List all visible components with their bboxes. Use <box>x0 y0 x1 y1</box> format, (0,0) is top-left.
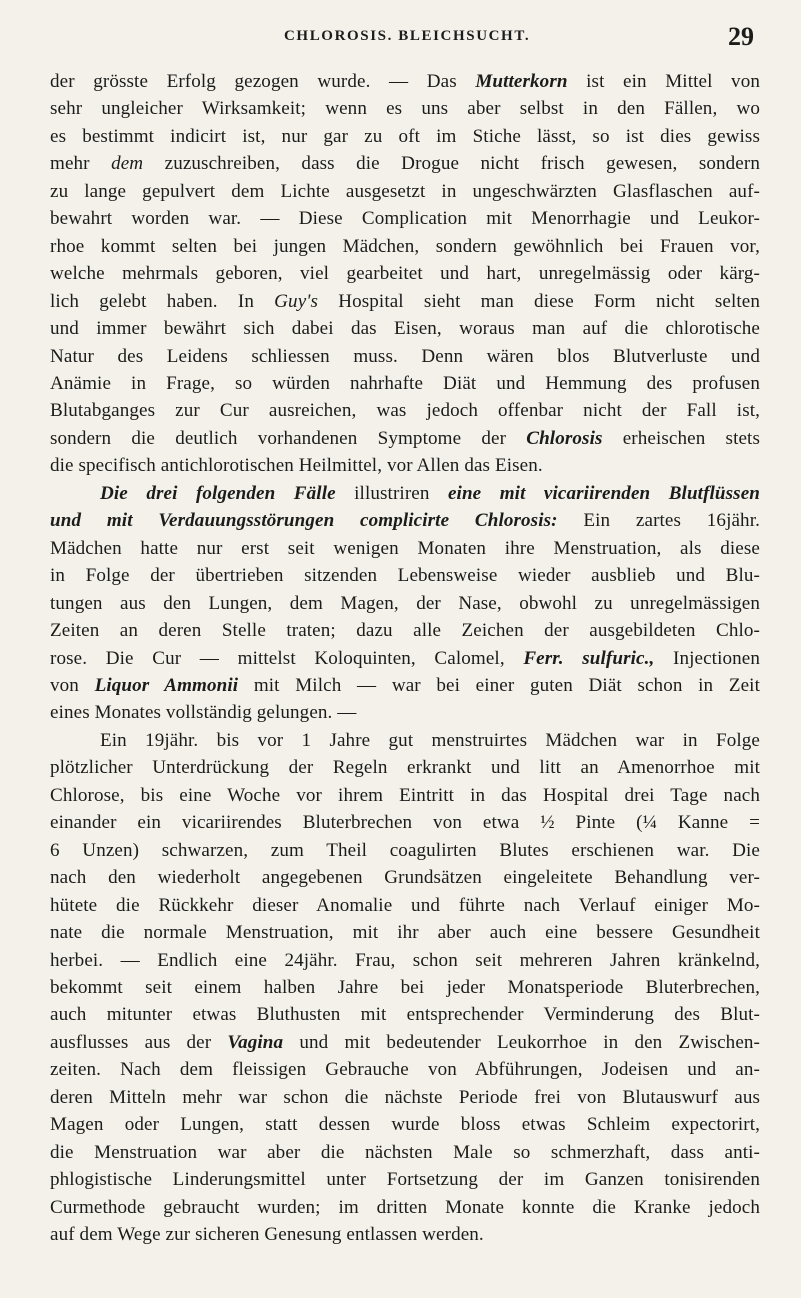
text-run: Ein 19jähr. bis vor 1 Jahre gut menstruirtes Mädchen war in Folge <box>100 729 760 751</box>
text-run: auf dem Wege zur sicheren Genesung entlassen werden. <box>50 1224 484 1246</box>
text-run: lich gelebt haben. In <box>50 290 275 312</box>
text-run: nate die normale Menstruation, mit ihr aber auch eine bessere Gesundheit <box>50 922 760 944</box>
emphasized-text: und mit Verdauungsstörungen complicirte Chlorosis: <box>50 510 558 532</box>
text-line <box>50 370 760 397</box>
text-line <box>50 343 760 370</box>
text-run: die specifisch antichlorotischen Heilmittel, vor Allen das Eisen. <box>50 455 543 477</box>
text-line <box>50 892 760 919</box>
emphasized-text: Liquor Ammonii <box>94 674 239 696</box>
text-line <box>50 535 760 562</box>
text-run: rhoe kommt selten bei jungen Mädchen, sondern gewöhnlich bei Frauen vor, <box>50 235 760 257</box>
text-line <box>50 1084 760 1111</box>
text-run: Blutabganges zur Cur ausreichen, was jedoch offenbar nicht der Fall ist, <box>50 400 760 422</box>
text-run: und immer bewährt sich dabei das Eisen, woraus man auf die chlorotische <box>50 318 760 340</box>
text-line <box>50 1166 760 1193</box>
text-line <box>50 562 760 589</box>
text-run: nach den wiederholt angegebenen Grundsätzen eingeleitete Behandlung ver- <box>50 867 760 889</box>
text-run: und mit bedeutender Leukorrhoe in den Zwischen- <box>283 1031 760 1053</box>
running-head: CHLOROSIS. BLEICHSUCHT. <box>284 28 531 44</box>
text-line <box>50 864 760 891</box>
text-line <box>50 837 760 864</box>
text-run: eines Monates vollständig gelungen. — <box>50 702 357 724</box>
text-line <box>50 1056 760 1083</box>
body-text <box>50 68 760 1248</box>
text-line <box>50 205 760 232</box>
text-run: von <box>50 674 95 696</box>
text-line <box>50 754 760 781</box>
text-line <box>50 480 760 507</box>
emphasized-text: Die drei folgenden Fälle <box>100 482 336 504</box>
emphasized-text: eine mit vicariirenden Blutflüssen <box>447 482 761 504</box>
text-run: Injectionen <box>654 647 760 669</box>
text-run: Natur des Leidens schliessen muss. Denn wären blos Blutverluste und <box>50 345 760 367</box>
text-run: rose. Die Cur — mittelst Koloquinten, Calomel, <box>50 647 524 669</box>
text-run: zeiten. Nach dem fleissigen Gebrauche von Abführungen, Jodeisen und an- <box>50 1059 760 1081</box>
text-line <box>50 425 760 452</box>
text-line <box>50 672 760 699</box>
text-line <box>50 699 760 726</box>
text-run: mit Milch — war bei einer guten Diät schon in Zeit <box>238 674 760 696</box>
emphasized-text: dem <box>111 153 144 175</box>
text-line <box>50 68 760 95</box>
text-run: tungen aus den Lungen, dem Magen, der Nase, obwohl zu unregelmässigen <box>50 592 760 614</box>
text-line <box>50 178 760 205</box>
text-run: ist ein Mittel von <box>567 71 760 92</box>
text-run: Ein zartes 16jähr. <box>557 510 760 532</box>
text-run: welche mehrmals geboren, viel gearbeitet und hart, unregelmässig oder kärg- <box>50 263 760 285</box>
text-run: Hospital sieht man diese Form nicht selten <box>318 290 760 312</box>
text-run: Anämie in Frage, so würden nahrhafte Diät und Hemmung des profusen <box>50 372 760 394</box>
emphasized-text: Chlorosis <box>526 427 603 449</box>
text-line <box>50 150 760 177</box>
text-line <box>50 1111 760 1138</box>
page-number: 29 <box>728 22 754 51</box>
text-run: plötzlicher Unterdrückung der Regeln erkrankt und litt an Amenorrhoe mit <box>50 757 760 779</box>
text-run: illustriren <box>335 482 448 504</box>
text-run: in Folge der übertrieben sitzenden Lebensweise wieder ausblieb und Blu- <box>50 565 760 587</box>
text-line <box>50 260 760 287</box>
emphasized-text: Vagina <box>227 1031 284 1053</box>
text-line <box>50 507 760 534</box>
text-run: zuzuschreiben, dass die Drogue nicht frisch gewesen, sondern <box>143 153 760 175</box>
text-line <box>50 645 760 672</box>
emphasized-text: Ferr. sulfuric., <box>523 647 655 669</box>
text-line <box>50 974 760 1001</box>
text-run: 6 Unzen) schwarzen, zum Theil coagulirten Blutes erschienen war. Die <box>50 839 760 861</box>
text-run: phlogistische Linderungsmittel unter Fortsetzung der im Ganzen tonisirenden <box>50 1169 760 1191</box>
text-run: deren Mitteln mehr war schon die nächste Periode frei von Blutauswurf aus <box>50 1086 760 1108</box>
text-line <box>50 123 760 150</box>
text-run: sondern die deutlich vorhandenen Symptome der <box>50 427 527 449</box>
text-line <box>50 288 760 315</box>
page-header <box>54 22 754 56</box>
text-line <box>50 782 760 809</box>
text-run: bewahrt worden war. — Diese Complication mit Menorrhagie und Leukor- <box>50 208 760 230</box>
text-run: mehr <box>50 153 112 175</box>
text-line <box>50 809 760 836</box>
text-run: auch mitunter etwas Bluthusten mit entsprechender Verminderung des Blut- <box>50 1004 760 1026</box>
text-line <box>50 95 760 122</box>
text-line <box>50 1001 760 1028</box>
text-line <box>50 1139 760 1166</box>
text-run: bekommt seit einem halben Jahre bei jeder Monatsperiode Bluterbrechen, <box>50 976 760 998</box>
text-run: zu lange gepulvert dem Lichte ausgesetzt in ungeschwärzten Glasflaschen auf- <box>50 180 760 202</box>
text-line <box>50 233 760 260</box>
text-line <box>50 1029 760 1056</box>
text-line <box>50 1221 760 1248</box>
text-run: sehr ungleicher Wirksamkeit; wenn es uns aber selbst in den Fällen, wo <box>50 98 760 120</box>
text-run: es bestimmt indicirt ist, nur gar zu oft im Stiche lässt, so ist dies gewiss <box>50 125 760 147</box>
text-line <box>50 452 760 479</box>
text-line <box>50 315 760 342</box>
text-run: erheischen stets <box>602 427 760 449</box>
emphasized-text: Mutterkorn <box>475 71 568 92</box>
text-line <box>50 947 760 974</box>
text-run: herbei. — Endlich eine 24jähr. Frau, schon seit mehreren Jahren kränkelnd, <box>50 949 760 971</box>
text-run: hütete die Rückkehr dieser Anomalie und führte nach Verlauf einiger Mo- <box>50 894 760 916</box>
text-run: Curmethode gebraucht wurden; im dritten Monate konnte die Kranke jedoch <box>50 1196 760 1218</box>
text-run: die Menstruation war aber die nächsten Male so schmerzhaft, dass anti- <box>50 1141 760 1163</box>
text-line <box>50 1194 760 1221</box>
text-run: Mädchen hatte nur erst seit wenigen Monaten ihre Menstruation, als diese <box>50 537 760 559</box>
text-run: Chlorose, bis eine Woche vor ihrem Eintritt in das Hospital drei Tage nach <box>50 784 760 806</box>
emphasized-text: Guy's <box>274 290 318 312</box>
text-line <box>50 919 760 946</box>
text-line <box>50 397 760 424</box>
text-line <box>50 617 760 644</box>
text-run: Zeiten an deren Stelle traten; dazu alle Zeichen der ausgebildeten Chlo- <box>50 620 760 642</box>
text-run: ausflusses aus der <box>50 1031 228 1053</box>
text-run: der grösste Erfolg gezogen wurde. — Das <box>50 71 476 92</box>
text-run: einander ein vicariirendes Bluterbrechen von etwa ½ Pinte (¼ Kanne = <box>50 812 760 834</box>
text-line <box>50 590 760 617</box>
text-line <box>50 727 760 754</box>
text-run: Magen oder Lungen, statt dessen wurde bloss etwas Schleim expectorirt, <box>50 1114 760 1136</box>
